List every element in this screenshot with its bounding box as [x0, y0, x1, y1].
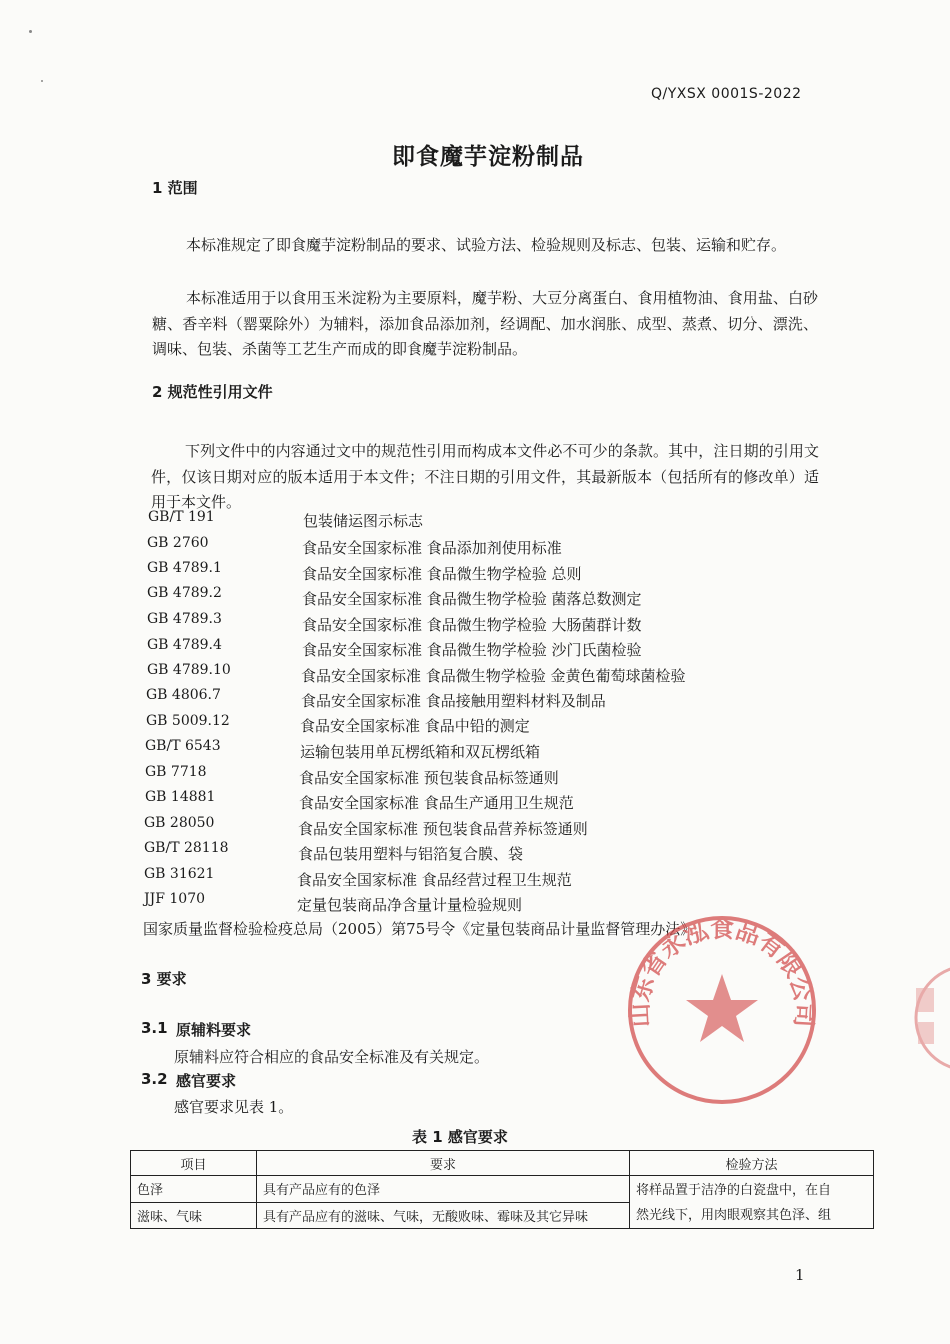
reference-title: 运输包装用单瓦楞纸箱和双瓦楞纸箱	[300, 743, 541, 761]
table-header-cell: 要求	[257, 1151, 630, 1176]
reference-title: 包装储运图示标志	[303, 512, 424, 530]
reference-code: GB 4789.4	[147, 637, 222, 653]
raw-materials-text: 原辅料应符合相应的食品安全标准及有关规定。	[174, 1048, 490, 1066]
subsection-number: 3.2	[141, 1070, 168, 1088]
reference-code: GB 7718	[145, 764, 207, 780]
table-header-cell: 检验方法	[630, 1151, 874, 1176]
reference-code: GB 5009.12	[146, 713, 230, 729]
document-title: 即食魔芋淀粉制品	[392, 144, 584, 170]
reference-title: 食品安全国家标准 食品微生物学检验 菌落总数测定	[302, 590, 642, 608]
reference-code: GB 14881	[145, 789, 216, 805]
section-heading-scope: 1 范围	[152, 179, 198, 197]
document-code: Q/YXSX 0001S-2022	[651, 86, 802, 102]
reference-code: GB 2760	[147, 535, 209, 551]
reference-title: 食品安全国家标准 预包装食品标签通则	[299, 769, 559, 787]
method-line: 然光线下，用肉眼观察其色泽、组	[636, 1208, 832, 1223]
references-intro: 下列文件中的内容通过文中的规范性引用而构成本文件必不可少的条款。其中，注日期的引用文件，仅该日期对应的版本适用于本文件；不注日期的引用文件，其最新版本（包括所有的修改单）适用于本文件。	[151, 442, 819, 511]
scope-paragraph-1: 本标准规定了即食魔芋淀粉制品的要求、试验方法、检验规则及标志、包装、运输和贮存。	[186, 236, 787, 254]
company-seal	[624, 912, 820, 1108]
scan-speck	[29, 30, 32, 33]
sensory-text: 感官要求见表 1。	[174, 1098, 294, 1116]
reference-title: 食品包装用塑料与铝箔复合膜、袋	[298, 845, 524, 863]
section-heading-requirements: 3 要求	[141, 970, 187, 988]
reference-code: GB 4789.10	[147, 662, 231, 678]
reference-code: GB 28050	[144, 815, 215, 831]
reference-code: GB 4806.7	[146, 687, 221, 703]
reference-title: 食品安全国家标准 食品微生物学检验 沙门氏菌检验	[302, 641, 642, 659]
reference-title: 食品安全国家标准 食品生产通用卫生规范	[299, 794, 574, 812]
seal-star-icon	[686, 974, 758, 1042]
scan-speck	[41, 80, 43, 82]
reference-title: 食品安全国家标准 食品经营过程卫生规范	[297, 871, 572, 889]
subsection-title-sensory: 感官要求	[176, 1072, 237, 1090]
table-row	[131, 1176, 874, 1203]
table-cell-requirement: 具有产品应有的色泽	[257, 1176, 630, 1203]
reference-title: 食品安全国家标准 食品微生物学检验 大肠菌群计数	[302, 616, 642, 634]
method-line: 将样品置于洁净的白瓷盘中，在自	[636, 1183, 832, 1198]
table-header-row	[131, 1151, 874, 1176]
reference-code: GB 31621	[144, 866, 215, 882]
reference-code: GB/T 191	[148, 509, 215, 525]
decree-reference: 国家质量监督检验检疫总局（2005）第75号令《定量包装商品计量监督管理办法》	[143, 920, 696, 938]
reference-title: 食品安全国家标准 预包装食品营养标签通则	[298, 820, 588, 838]
section-heading-references: 2 规范性引用文件	[152, 383, 273, 401]
table-cell-item: 滋味、气味	[131, 1202, 257, 1229]
reference-title: 食品安全国家标准 食品微生物学检验 金黄色葡萄球菌检验	[301, 667, 686, 685]
reference-code: GB/T 28118	[144, 840, 229, 856]
reference-title: 食品安全国家标准 食品中铅的测定	[300, 717, 530, 735]
reference-code: GB 4789.3	[147, 611, 222, 627]
table-caption: 表 1 感官要求	[412, 1128, 508, 1146]
reference-title: 食品安全国家标准 食品添加剂使用标准	[302, 539, 562, 557]
reference-title: 食品安全国家标准 食品接触用塑料材料及制品	[301, 692, 606, 710]
reference-title: 食品安全国家标准 食品微生物学检验 总则	[302, 565, 582, 583]
table-cell-method	[630, 1176, 874, 1229]
reference-code: GB/T 6543	[145, 738, 221, 754]
page-number: 1	[795, 1266, 805, 1284]
subsection-number: 3.1	[141, 1019, 168, 1037]
scope-paragraph-2: 本标准适用于以食用玉米淀粉为主要原料，魔芋粉、大豆分离蛋白、食用植物油、食用盐、白砂糖、香辛料（罂粟除外）为辅料，添加食品添加剂，经调配、加水润胀、成型、蒸煮、切分、漂洗、调味、包装、杀菌等工艺生产而成的即食魔芋淀粉制品。	[152, 289, 818, 358]
reference-code: GB 4789.2	[147, 585, 222, 601]
table-cell-item: 色泽	[131, 1176, 257, 1203]
reference-code: JJF 1070	[144, 891, 206, 907]
table-header-cell: 项目	[131, 1151, 257, 1176]
table-cell-requirement: 具有产品应有的滋味、气味，无酸败味、霉味及其它异味	[257, 1202, 630, 1229]
sensory-requirements-table	[130, 1150, 874, 1229]
reference-code: GB 4789.1	[147, 560, 222, 576]
seal-text: 山东省永泓食品有限公司	[625, 914, 819, 1028]
reference-title: 定量包装商品净含量计量检验规则	[297, 896, 523, 914]
subsection-title-raw-materials: 原辅料要求	[176, 1021, 252, 1039]
partial-seal-edge	[898, 962, 950, 1074]
